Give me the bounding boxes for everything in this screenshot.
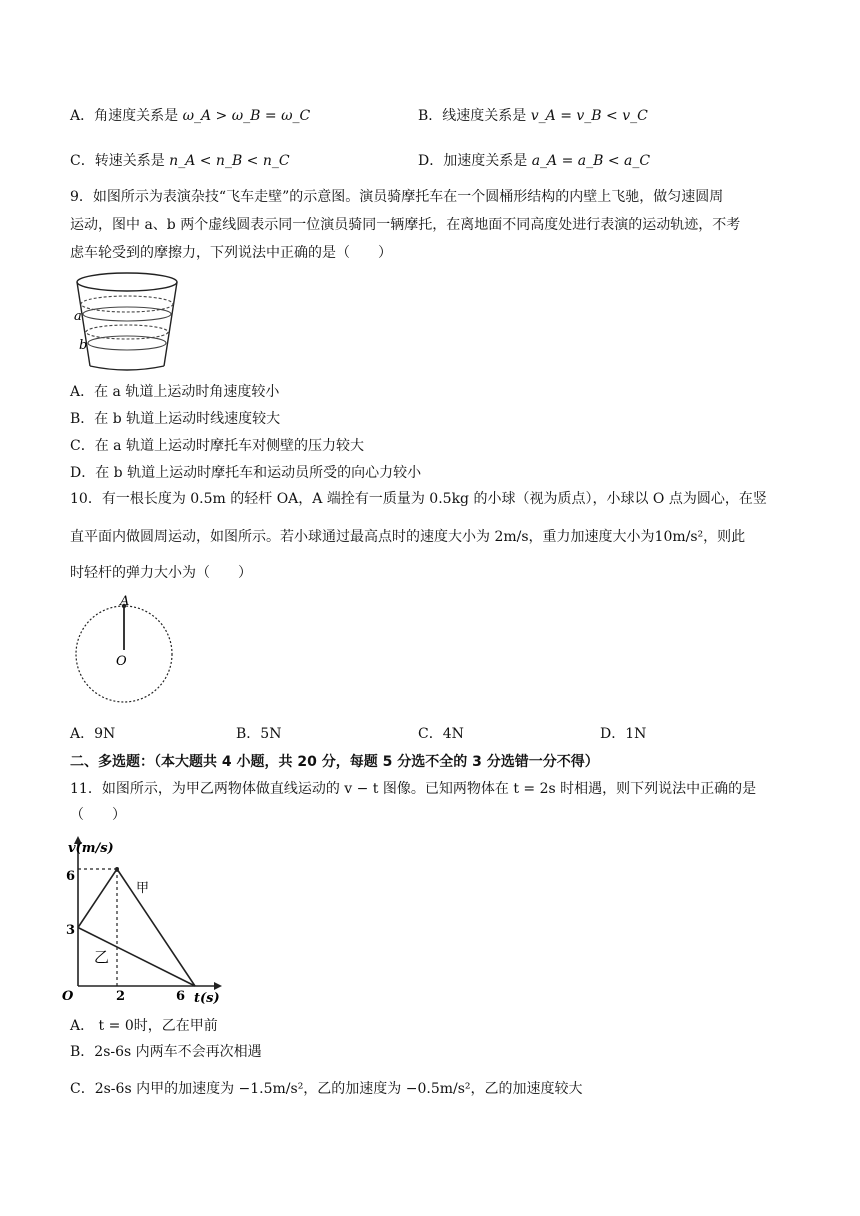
q9-bucket-figure bbox=[72, 270, 182, 376]
series-label-yi: 乙 bbox=[94, 948, 110, 966]
q10-option-c: C．4N bbox=[418, 726, 464, 742]
q10-label-o: O bbox=[116, 654, 127, 669]
series-label-jia: 甲 bbox=[136, 881, 150, 896]
y-axis-label: v(m/s) bbox=[68, 841, 114, 856]
section-2-title: 二、多选题：（本大题共 4 小题，共 20 分，每题 5 分选不全的 3 分选错一分不得） bbox=[70, 754, 599, 770]
y-tick-3: 3 bbox=[66, 923, 76, 938]
q9-stem-line2: 运动，图中 a、b 两个虚线圆表示同一位演员骑同一辆摩托，在离地面不同高度处进行表演的运动轨迹，不考 bbox=[70, 217, 741, 233]
peak-point bbox=[115, 867, 119, 871]
q8-option-d-formula: a_A = a_B < a_C bbox=[531, 153, 651, 169]
y-tick-6: 6 bbox=[66, 869, 76, 884]
q11-stem-line1: 11．如图所示，为甲乙两物体做直线运动的 v − t 图像。已知两物体在 t = 2s 时相遇，则下列说法中正确的是 bbox=[70, 781, 757, 797]
q11-option-c: C．2s-6s 内甲的加速度为 −1.5m/s²，乙的加速度为 −0.5m/s²，乙的加速度较大 bbox=[70, 1081, 583, 1097]
q11-vt-graph bbox=[62, 830, 226, 1006]
q8-option-b bbox=[418, 106, 648, 126]
q8-option-a-formula: ω_A > ω_B = ω_C bbox=[182, 108, 311, 124]
q9-label-a: a bbox=[74, 309, 82, 324]
q10-stem-line3: 时轻杆的弹力大小为（ ） bbox=[70, 565, 252, 581]
q8-option-b-text: B．线速度关系是 bbox=[418, 108, 527, 124]
q9-stem-line3: 虑车轮受到的摩擦力，下列说法中正确的是（ ） bbox=[70, 245, 392, 261]
q9-label-b: b bbox=[79, 338, 88, 353]
q10-label-a: A bbox=[120, 594, 130, 609]
q10-option-b: B．5N bbox=[236, 726, 282, 742]
q9-option-d: D．在 b 轨道上运动时摩托车和运动员所受的向心力较小 bbox=[70, 465, 422, 481]
q9-option-a: A．在 a 轨道上运动时角速度较小 bbox=[70, 384, 280, 400]
origin-label: O bbox=[62, 989, 74, 1004]
x-tick-2: 2 bbox=[116, 989, 126, 1004]
q10-stem-line1: 10．有一根长度为 0.5m 的轻杆 OA，A 端拴有一质量为 0.5kg 的小球（视为质点），小球以 O 点为圆心，在竖 bbox=[70, 491, 767, 507]
q8-option-c bbox=[70, 151, 290, 171]
q8-option-b-formula: v_A = v_B < v_C bbox=[530, 108, 648, 124]
q8-option-c-text: C．转速关系是 bbox=[70, 153, 165, 169]
x-axis-arrow-icon bbox=[214, 982, 222, 990]
q10-stem-line2: 直平面内做圆周运动，如图所示。若小球通过最高点时的速度大小为 2m/s，重力加速度大小为10m/s²，则此 bbox=[70, 529, 746, 545]
q11-option-a: A． t = 0时，乙在甲前 bbox=[70, 1018, 218, 1034]
q11-stem-line2: （ ） bbox=[70, 807, 126, 823]
q8-option-a-text: A．角速度关系是 bbox=[70, 108, 179, 124]
q9-option-b: B．在 b 轨道上运动时线速度较大 bbox=[70, 411, 281, 427]
q8-option-d bbox=[418, 151, 650, 171]
q8-option-c-formula: n_A < n_B < n_C bbox=[169, 153, 290, 169]
q8-option-d-text: D．加速度关系是 bbox=[418, 153, 528, 169]
q11-option-b: B．2s-6s 内两车不会再次相遇 bbox=[70, 1044, 262, 1060]
q10-option-a: A．9N bbox=[70, 726, 116, 742]
q8-option-a bbox=[70, 106, 310, 126]
x-tick-6: 6 bbox=[176, 989, 186, 1004]
x-axis-label: t(s) bbox=[194, 991, 220, 1006]
q10-circle-figure bbox=[70, 592, 182, 712]
q9-stem-line1: 9．如图所示为表演杂技“飞车走壁”的示意图。演员骑摩托车在一个圆桶形结构的内壁上飞驰，做匀速圆周 bbox=[70, 189, 724, 205]
q10-option-d: D．1N bbox=[600, 726, 647, 742]
q9-option-c: C．在 a 轨道上运动时摩托车对侧壁的压力较大 bbox=[70, 438, 364, 454]
